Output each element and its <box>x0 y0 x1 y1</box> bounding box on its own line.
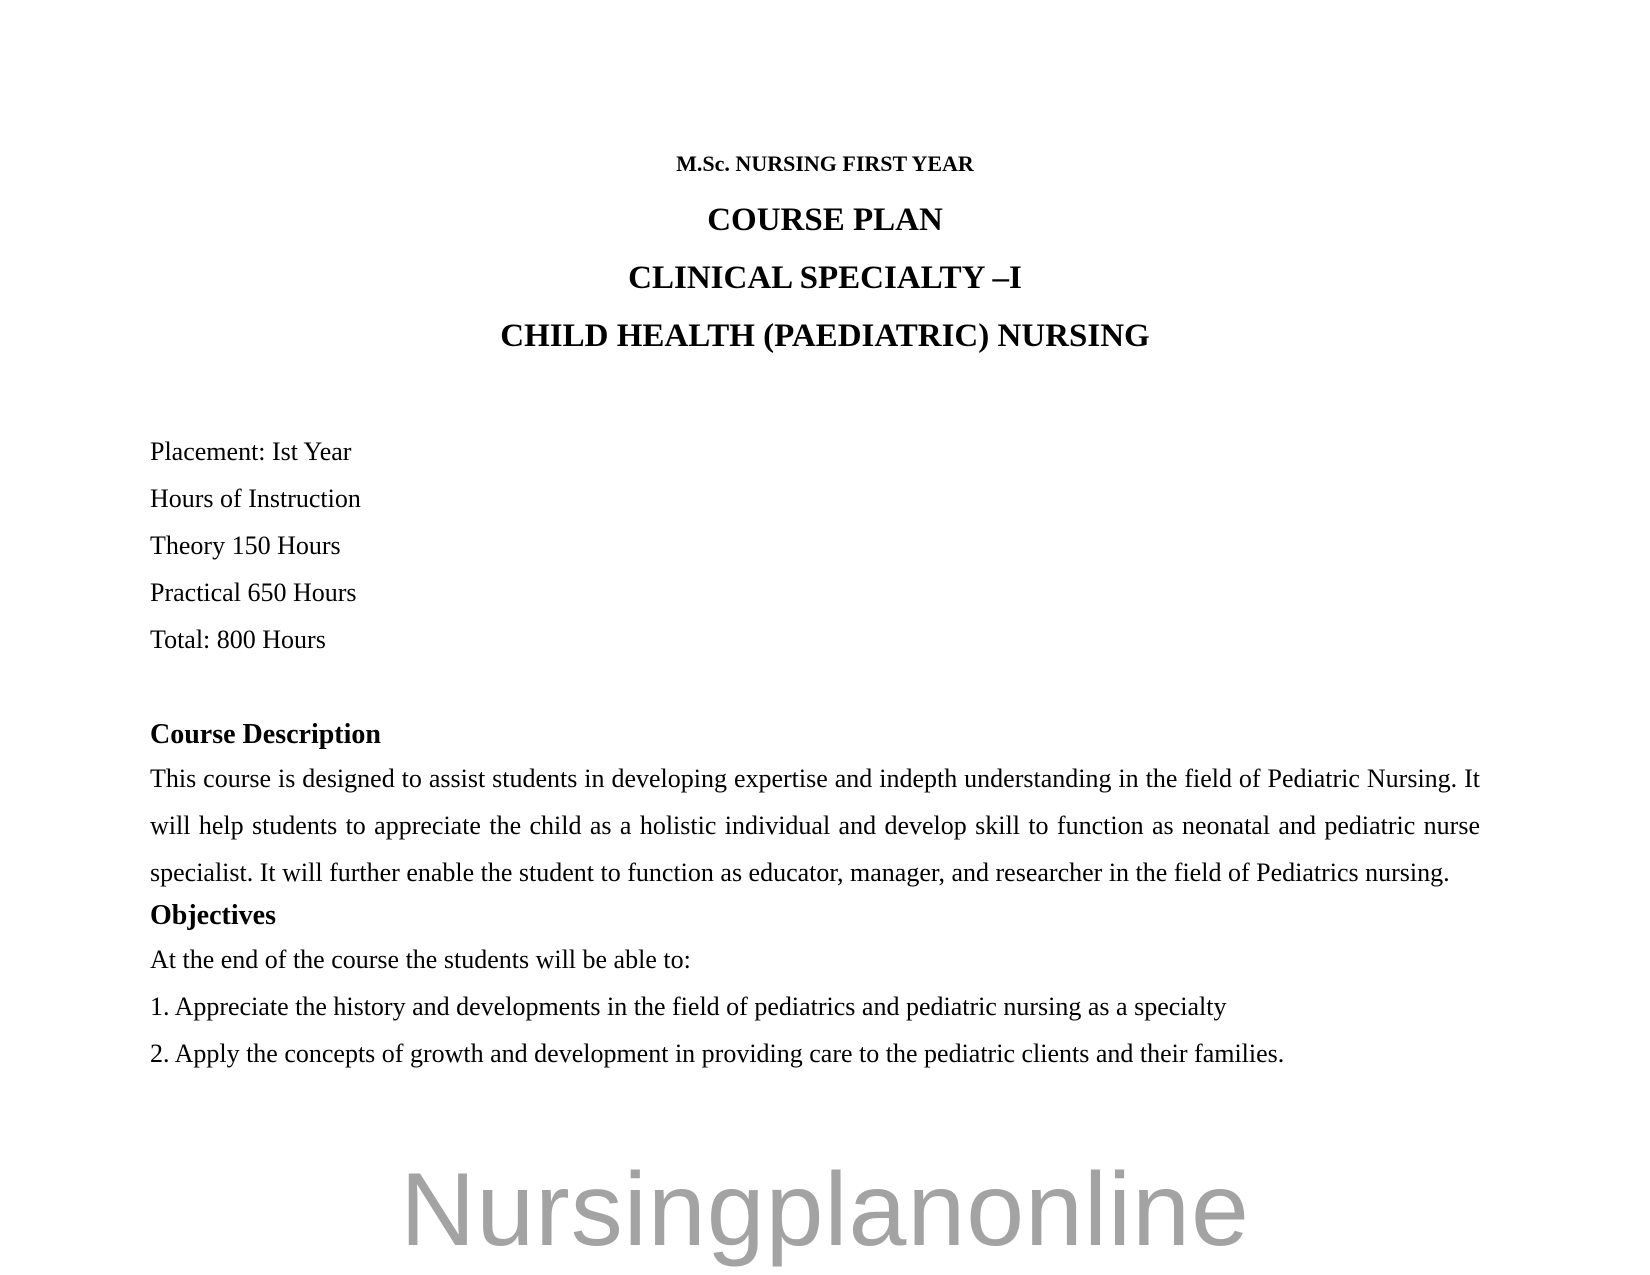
course-description-heading: Course Description <box>150 719 381 750</box>
course-meta <box>150 428 361 663</box>
program-label: M.Sc. NURSING FIRST YEAR <box>676 151 974 176</box>
objectives-intro: At the end of the course the students will be able to: <box>150 945 691 974</box>
hours-heading: Hours of Instruction <box>150 484 361 513</box>
objective-item: 2. Apply the concepts of growth and development in providing care to the pediatric clients and their families. <box>150 1039 1285 1068</box>
placement-text: Placement: Ist Year <box>150 437 352 466</box>
objective-item: 1. Appreciate the history and developments in the field of pediatrics and pediatric nursing as a specialty <box>150 992 1227 1021</box>
watermark: Nursingplanonline <box>400 1152 1250 1268</box>
theory-hours: Theory 150 Hours <box>150 531 341 560</box>
subject-title: CHILD HEALTH (PAEDIATRIC) NURSING <box>500 318 1150 354</box>
course-body <box>150 715 1530 1077</box>
practical-hours: Practical 650 Hours <box>150 578 357 607</box>
clinical-specialty-title: CLINICAL SPECIALTY –I <box>628 260 1022 296</box>
course-plan-title: COURSE PLAN <box>707 202 943 238</box>
objectives-heading: Objectives <box>150 900 276 931</box>
course-description-text: This course is designed to assist students in developing expertise and indepth understanding in the field of Pediatric Nursing. It will help students to appreciate the child as a holistic individual and develop skill to function as neonatal and pediatric nurse specialist. It will further enable the student to function as educator, manager, and researcher in the field of Pediatrics nursing. <box>150 764 1480 887</box>
total-hours: Total: 800 Hours <box>150 625 326 654</box>
